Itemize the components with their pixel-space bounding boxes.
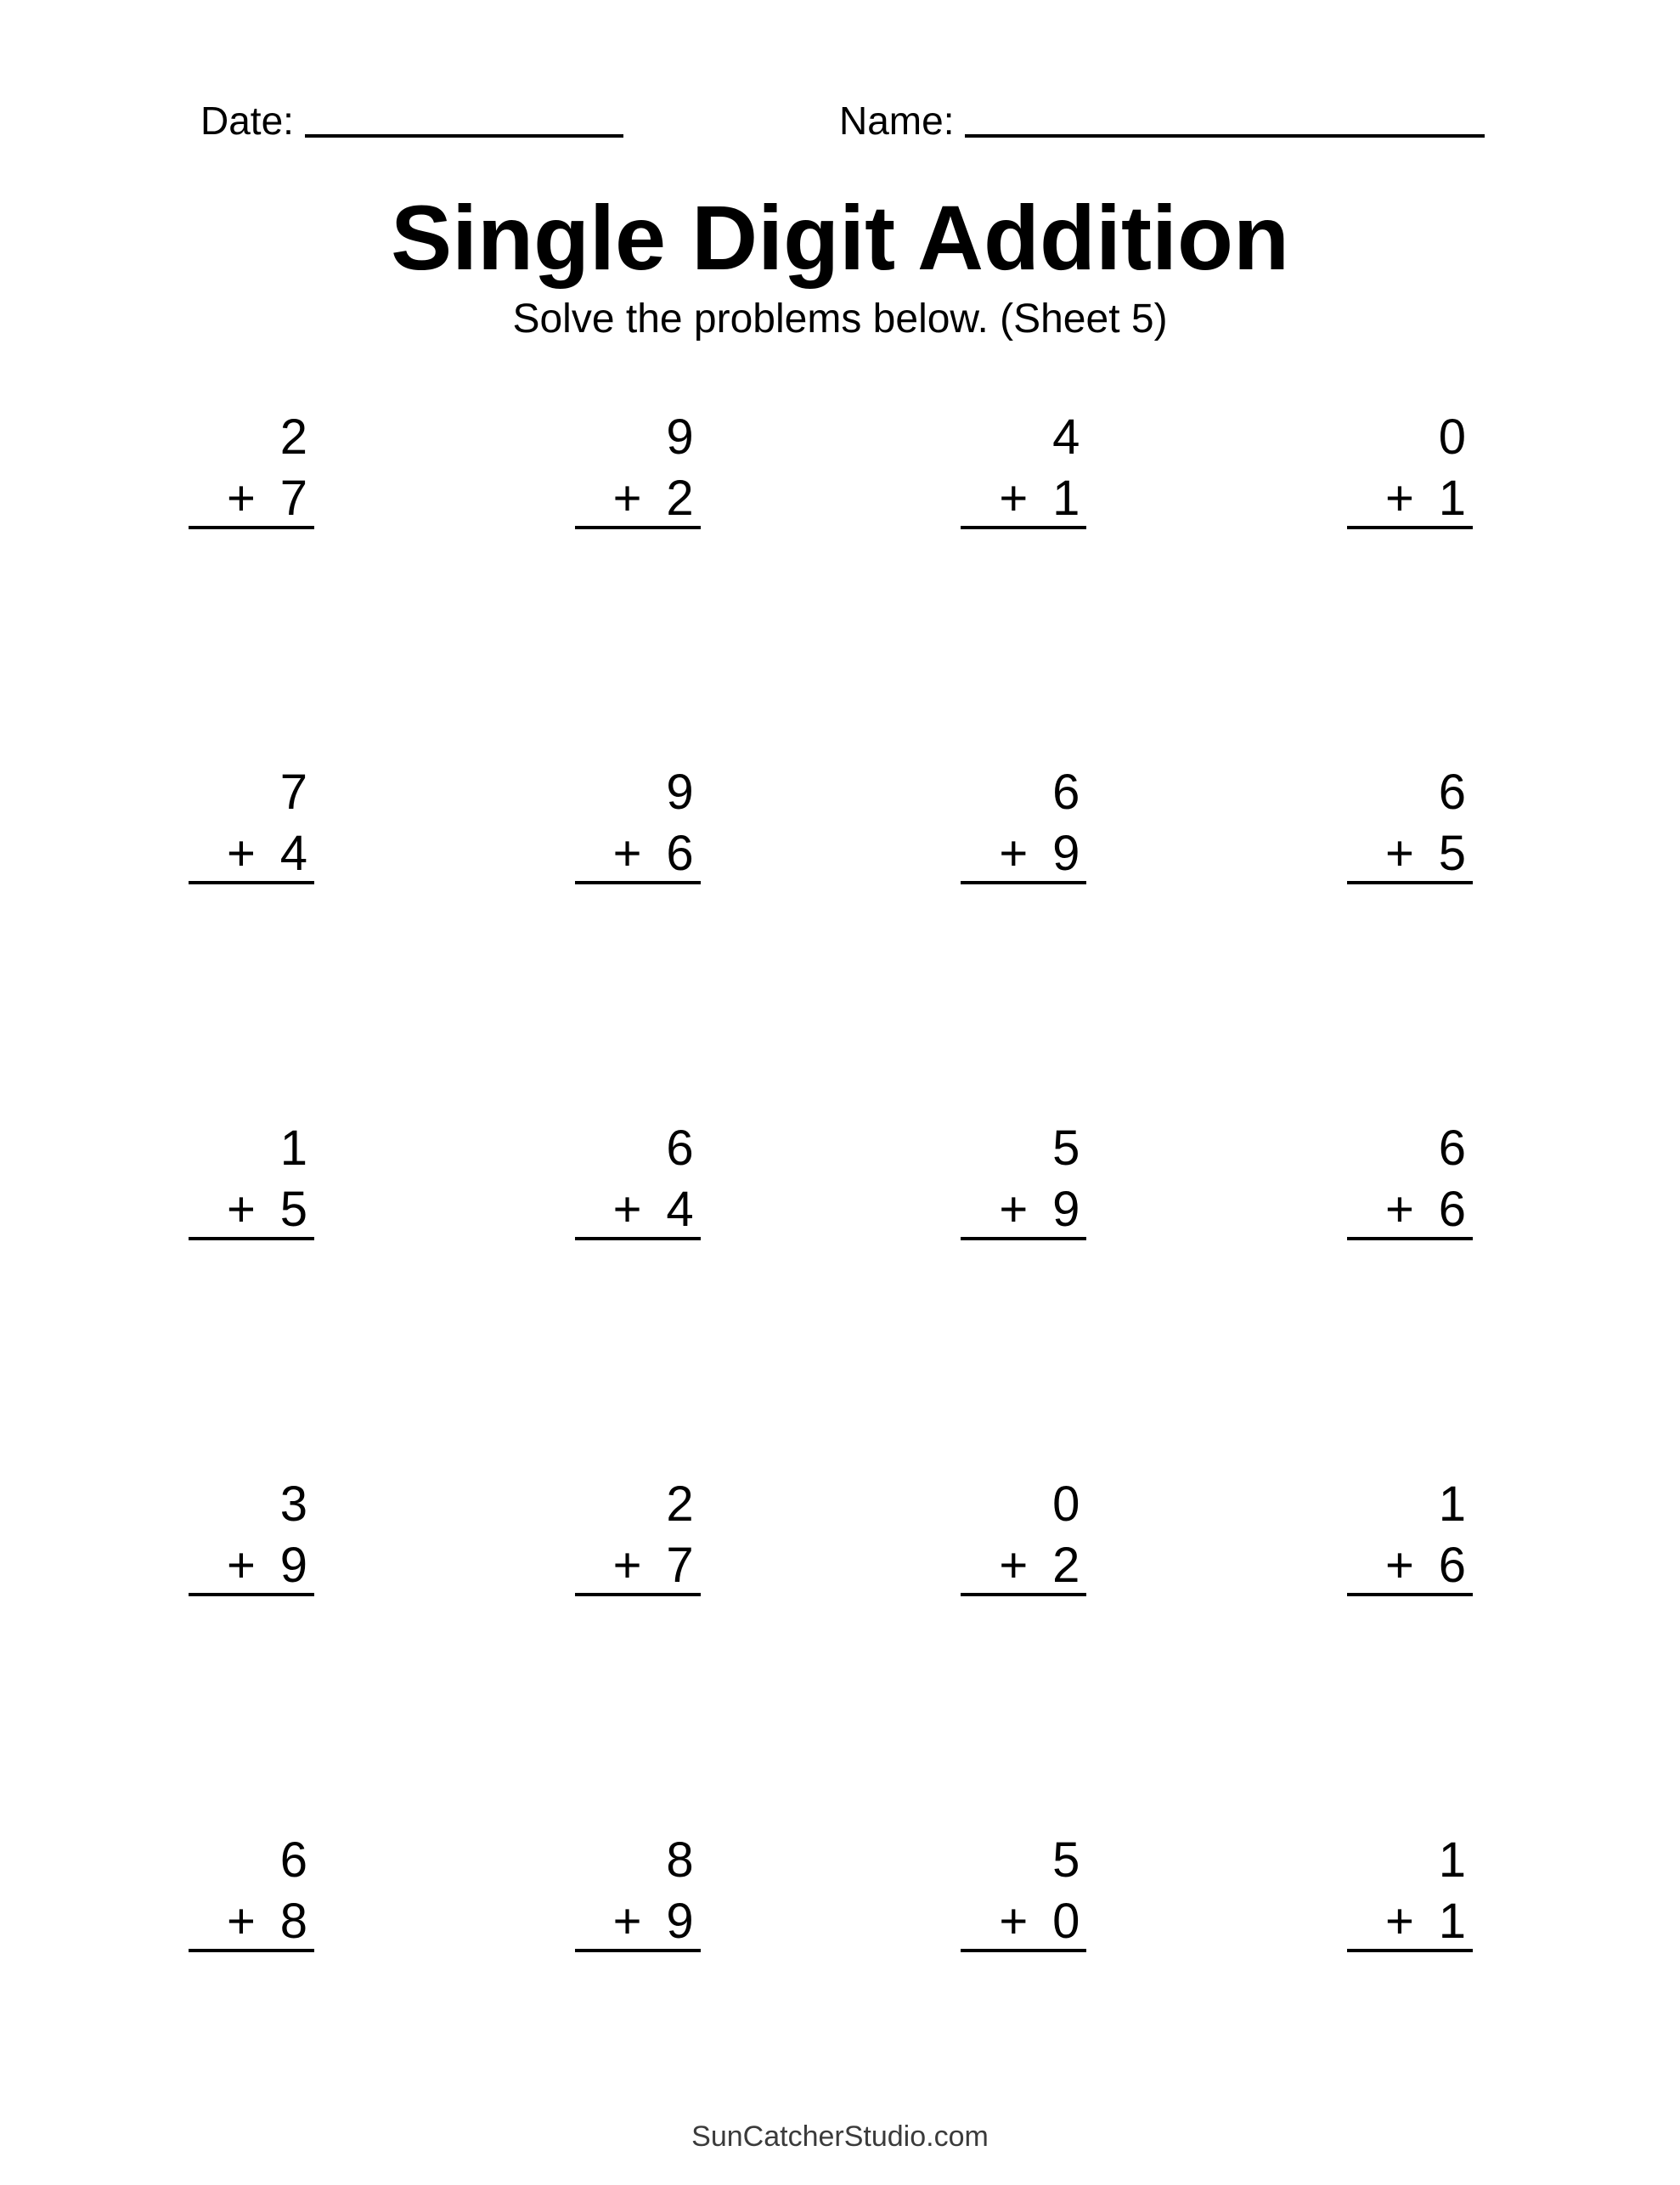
name-label: Name: bbox=[839, 99, 955, 143]
problem bbox=[189, 1474, 314, 1596]
bottom-addend-row bbox=[189, 823, 314, 884]
top-addend: 7 bbox=[279, 765, 308, 821]
problem bbox=[189, 1118, 314, 1240]
name-blank-line[interactable] bbox=[965, 134, 1485, 138]
problem bbox=[189, 762, 314, 884]
bottom-addend: 4 bbox=[666, 1182, 694, 1238]
top-addend: 6 bbox=[666, 1121, 694, 1177]
top-addend: 2 bbox=[279, 409, 308, 465]
plus-operator: + bbox=[612, 826, 642, 882]
plus-operator: + bbox=[227, 1182, 256, 1238]
top-addend: 1 bbox=[279, 1121, 308, 1177]
footer-site-credit: SunCatcherStudio.com bbox=[691, 2120, 989, 2153]
problem bbox=[189, 1830, 314, 1952]
bottom-addend: 7 bbox=[279, 470, 308, 526]
problem bbox=[575, 1830, 701, 1952]
plus-operator: + bbox=[612, 1537, 642, 1593]
bottom-addend: 1 bbox=[1052, 470, 1080, 526]
top-addend: 1 bbox=[1438, 1476, 1466, 1532]
bottom-addend: 9 bbox=[279, 1537, 308, 1593]
plus-operator: + bbox=[1384, 1893, 1414, 1949]
problem bbox=[1347, 1118, 1473, 1240]
plus-operator: + bbox=[999, 1182, 1029, 1238]
top-addend: 9 bbox=[666, 409, 694, 465]
top-addend: 0 bbox=[1438, 409, 1466, 465]
bottom-addend: 9 bbox=[666, 1893, 694, 1949]
bottom-addend-row bbox=[189, 1179, 314, 1240]
bottom-addend: 4 bbox=[279, 826, 308, 882]
bottom-addend-row bbox=[961, 1535, 1086, 1596]
top-addend: 3 bbox=[279, 1476, 308, 1532]
bottom-addend-row bbox=[1347, 468, 1473, 529]
problem bbox=[1347, 762, 1473, 884]
bottom-addend-row bbox=[1347, 1891, 1473, 1952]
top-addend: 8 bbox=[666, 1832, 694, 1888]
top-addend: 1 bbox=[1438, 1832, 1466, 1888]
top-addend: 2 bbox=[666, 1476, 694, 1532]
bottom-addend: 9 bbox=[1052, 826, 1080, 882]
top-addend: 6 bbox=[1438, 765, 1466, 821]
top-addend: 4 bbox=[1052, 409, 1080, 465]
bottom-addend: 9 bbox=[1052, 1182, 1080, 1238]
bottom-addend: 5 bbox=[1438, 826, 1466, 882]
bottom-addend-row bbox=[189, 1891, 314, 1952]
date-label: Date: bbox=[200, 99, 294, 143]
bottom-addend: 5 bbox=[279, 1182, 308, 1238]
bottom-addend-row bbox=[961, 468, 1086, 529]
problem bbox=[961, 407, 1086, 529]
plus-operator: + bbox=[227, 826, 256, 882]
problem bbox=[575, 1118, 701, 1240]
date-field bbox=[200, 99, 623, 144]
top-addend: 6 bbox=[1052, 765, 1080, 821]
bottom-addend-row bbox=[189, 468, 314, 529]
plus-operator: + bbox=[227, 470, 256, 526]
plus-operator: + bbox=[612, 1182, 642, 1238]
bottom-addend-row bbox=[961, 1179, 1086, 1240]
bottom-addend-row bbox=[575, 823, 701, 884]
top-addend: 6 bbox=[1438, 1121, 1466, 1177]
bottom-addend: 8 bbox=[279, 1893, 308, 1949]
top-addend: 5 bbox=[1052, 1832, 1080, 1888]
plus-operator: + bbox=[227, 1893, 256, 1949]
bottom-addend-row bbox=[1347, 823, 1473, 884]
problems-grid bbox=[59, 407, 1604, 2185]
problem bbox=[575, 762, 701, 884]
bottom-addend: 2 bbox=[666, 470, 694, 526]
top-addend: 6 bbox=[279, 1832, 308, 1888]
bottom-addend: 6 bbox=[1438, 1182, 1466, 1238]
plus-operator: + bbox=[1384, 1537, 1414, 1593]
plus-operator: + bbox=[1384, 470, 1414, 526]
problem bbox=[961, 1474, 1086, 1596]
bottom-addend: 1 bbox=[1438, 1893, 1466, 1949]
problem bbox=[961, 1118, 1086, 1240]
page-subtitle: Solve the problems below. (Sheet 5) bbox=[512, 296, 1168, 342]
bottom-addend-row bbox=[1347, 1535, 1473, 1596]
bottom-addend-row bbox=[189, 1535, 314, 1596]
problem bbox=[575, 1474, 701, 1596]
problem bbox=[1347, 407, 1473, 529]
plus-operator: + bbox=[999, 826, 1029, 882]
bottom-addend-row bbox=[1347, 1179, 1473, 1240]
bottom-addend: 0 bbox=[1052, 1893, 1080, 1949]
top-addend: 9 bbox=[666, 765, 694, 821]
plus-operator: + bbox=[1384, 826, 1414, 882]
plus-operator: + bbox=[999, 1893, 1029, 1949]
bottom-addend-row bbox=[961, 1891, 1086, 1952]
bottom-addend: 1 bbox=[1438, 470, 1466, 526]
bottom-addend-row bbox=[575, 1179, 701, 1240]
problem bbox=[1347, 1474, 1473, 1596]
bottom-addend-row bbox=[575, 1891, 701, 1952]
problem bbox=[961, 762, 1086, 884]
bottom-addend: 2 bbox=[1052, 1537, 1080, 1593]
problem bbox=[189, 407, 314, 529]
problem bbox=[575, 407, 701, 529]
date-blank-line[interactable] bbox=[305, 134, 623, 138]
bottom-addend-row bbox=[961, 823, 1086, 884]
plus-operator: + bbox=[999, 470, 1029, 526]
page-title: Single Digit Addition bbox=[391, 186, 1289, 289]
name-field bbox=[839, 99, 1485, 144]
problem bbox=[961, 1830, 1086, 1952]
plus-operator: + bbox=[612, 470, 642, 526]
plus-operator: + bbox=[612, 1893, 642, 1949]
bottom-addend: 6 bbox=[666, 826, 694, 882]
bottom-addend-row bbox=[575, 1535, 701, 1596]
bottom-addend-row bbox=[575, 468, 701, 529]
plus-operator: + bbox=[1384, 1182, 1414, 1238]
plus-operator: + bbox=[227, 1537, 256, 1593]
plus-operator: + bbox=[999, 1537, 1029, 1593]
top-addend: 0 bbox=[1052, 1476, 1080, 1532]
bottom-addend: 6 bbox=[1438, 1537, 1466, 1593]
top-addend: 5 bbox=[1052, 1121, 1080, 1177]
bottom-addend: 7 bbox=[666, 1537, 694, 1593]
problem bbox=[1347, 1830, 1473, 1952]
